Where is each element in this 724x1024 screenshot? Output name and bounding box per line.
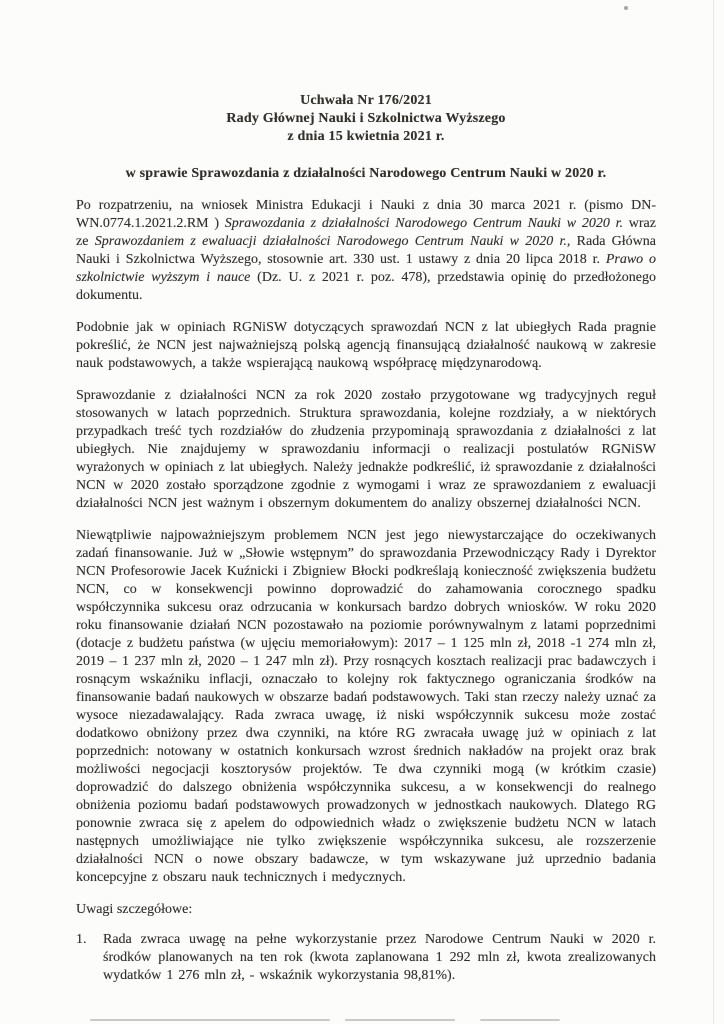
scan-bottom-mark (345, 1019, 455, 1021)
paragraph-intro: Po rozpatrzeniu, na wniosek Ministra Edukacji i Nauki z dnia 30 marca 2021 r. (pismo DN-WN.0774.1.2021.2.RM ) Sprawozdania z działalności Narodowego Centrum Nauki w 2020 r. wraz ze Sprawozdaniem z ewaluacji działalności Narodowego Centrum Nauki w 2020 r., Rada Główna Nauki i Szkolnictwa Wyższego, stosownie art. 330 ust. 1 ustawy z dnia 20 lipca 2018 r. Prawo o szkolnictwie wyższym i nauce (Dz. U. z 2021 r. poz. 478), przedstawia opinię do przedłożonego dokumentu. (76, 198, 657, 303)
paragraph-general-opinion: Podobnie jak w opiniach RGNiSW dotyczących sprawozdań NCN z lat ubiegłych Rada pragnie pokreślić, że NCN jest najważniejszą polską agencją finansującą działalność naukową w zakresie nauk podstawowych, a także wspierającą naukową współpracę międzynarodową. (76, 320, 656, 371)
paragraph-funding-problem: Niewątpliwie najpoważniejszym problemem NCN jest jego niewystarczające do oczekiwanych zadań finansowanie. Już w „Słowie wstępnym” do sprawozdania Przewodniczący Rady i Dyrektor NCN Profesorowie Jacek Kuźnicki i Zbigniew Błocki podkreślają konieczność zwiększenia budżetu NCN, co w konsekwencji powinno doprowadzić do zahamowania corocznego spadku współczynnika sukcesu oraz odrzucania w konkursach bardzo dobrych wniosków. W roku 2020 roku finansowanie działań NCN pozostawało na poziomie porównywalnym z latami poprzednimi (dotacje z budżetu państwa (w ujęciu memoriałowym): 2017 – 1 125 mln zł, 2018 -1 274 mln zł, 2019 – 1 237 mln zł, 2020 – 1 247 mln zł). Przy rosnących kosztach realizacji prac badawczych i rosnącym wskaźniku inflacji, oznaczało to kolejny rok faktycznego ograniczania środków na finansowanie badań naukowych w obszarze badań podstawowych. Taki stan rzeczy należy uznać za wysoce niezadawalający. Rada zwraca uwagę, iż niski współczynnik sukcesu może zostać dodatkowo obniżony przez dwa czynniki, na które RG zwracała uwagę już w opiniach z lat poprzednich: notowany w ostatnich konkursach wzrost średnich nakładów na projekt oraz brak możliwości negocjacji kosztorysów projektów. Te dwa czynniki mogą (w krótkim czasie) doprowadzić do dalszego obniżenia współczynnika sukcesu, a w konsekwencji do realnego obniżenia poziomu badań podstawowych prowadzonych w jednostkach naukowych. Dlatego RG ponownie zwraca się z apelem do odpowiednich władz o zwiększenie budżetu NCN w latach następnych umożliwiające nie tylko zwiększenie współczynnika sukcesu, ale rozszerzenie działalności NCN o nowe obszary badawcze, w tym wskazywane już uprzednio badania koncepcyjne z obszaru nauk technicznych i medycznych. (76, 528, 656, 885)
remark-number: 1. (76, 932, 87, 947)
scan-bottom-mark (90, 1019, 330, 1021)
remarks-heading: Uwagi szczegółowe: (76, 902, 193, 917)
scan-bottom-mark (480, 1019, 560, 1021)
scan-right-edge-line (713, 0, 714, 1024)
remark-text: Rada zwraca uwagę na pełne wykorzystanie przez Narodowe Centrum Nauki w 2020 r. środków planowanych na ten rok (kwota zaplanowana 1 292 mln zł, kwota zrealizowanych wydatków 1 276 mln zł, - wskaźnik wykorzystania 98,81%). (103, 932, 656, 983)
resolution-subject: w sprawie Sprawozdania z działalności Narodowego Centrum Nauki w 2020 r. (125, 166, 607, 181)
resolution-date: z dnia 15 kwietnia 2021 r. (287, 129, 445, 144)
resolution-title-block (76, 92, 656, 146)
issuing-body: Rady Głównej Nauki i Szkolnictwa Wyższego (226, 111, 506, 126)
scan-speck (624, 6, 628, 10)
paragraph-report-structure: Sprawozdanie z działalności NCN za rok 2020 zostało przygotowane wg tradycyjnych reguł stosowanych w latach poprzednich. Struktura sprawozdania, kolejne rozdziały, a w niektórych przypadkach treść tych rozdziałów do złudzenia przypominają sprawozdania z działalności z lat ubiegłych. Nie znajdujemy w sprawozdaniu informacji o realizacji postulatów RGNiSW wyrażonych w opiniach z lat ubiegłych. Należy jednakże podkreślić, iż sprawozdanie z działalności NCN w 2020 zostało sporządzone zgodnie z wymogami i wraz ze sprawozdaniem z ewaluacji działalności NCN jest ważnym i obszernym dokumentem do analizy obszernej działalności NCN. (76, 388, 656, 511)
document-content (76, 92, 656, 985)
resolution-number: Uchwała Nr 176/2021 (300, 93, 432, 108)
remark-item-1 (76, 931, 656, 985)
